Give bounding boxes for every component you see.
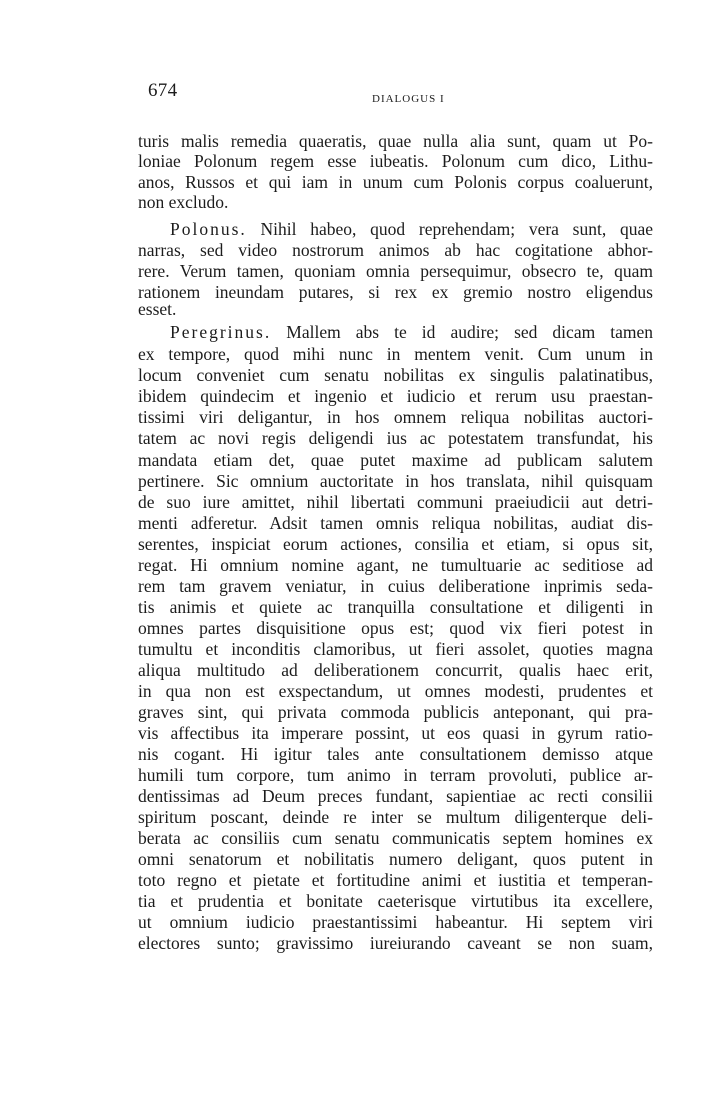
text-line: regat. Hi omnium nomine agant, ne tumultuarie ac seditiose ad bbox=[138, 555, 653, 575]
text-line: ibidem quindecim et ingenio et iudicio et rerum usu praestan- bbox=[138, 386, 653, 406]
text-line bbox=[170, 322, 653, 342]
text-line: nis cogant. Hi igitur tales ante consultationem demisso atque bbox=[138, 744, 653, 764]
text-line: rem tam gravem veniatur, in cuius deliberatione inprimis seda- bbox=[138, 576, 653, 596]
text-line: toto regno et pietate et fortitudine animi et iustitia et temperan- bbox=[138, 870, 653, 890]
text-line: esset. bbox=[138, 299, 177, 319]
text-line: tumultu et inconditis clamoribus, ut fieri assolet, quoties magna bbox=[138, 639, 653, 659]
line-text: Nihil habeo, quod reprehendam; vera sunt, quae bbox=[246, 219, 653, 239]
text-line: tatem ac novi regis deligendi ius ac potestatem transfundat, his bbox=[138, 428, 653, 448]
text-line: locum conveniet cum senatu nobilitas ex singulis palatinatibus, bbox=[138, 365, 653, 385]
text-line: non excludo. bbox=[138, 192, 229, 212]
text-line: omni senatorum et nobilitatis numero deligant, quos putent in bbox=[138, 849, 653, 869]
text-line: omnes partes disquisitione opus est; quod vix fieri potest in bbox=[138, 618, 653, 638]
text-line: pertinere. Sic omnium auctoritate in hos translata, nihil quisquam bbox=[138, 471, 653, 491]
text-line: tis animis et quiete ac tranquilla consultatione et diligenti in bbox=[138, 597, 653, 617]
text-line: spiritum poscant, deinde re inter se multum diligenterque deli- bbox=[138, 807, 653, 827]
text-line: tissimi viri deligantur, in hos omnem reliqua nobilitas auctori- bbox=[138, 407, 653, 427]
text-line: loniae Polonum regem esse iubeatis. Polonum cum dico, Lithu- bbox=[138, 151, 653, 171]
text-line: tia et prudentia et bonitate caeterisque virtutibus ita excellere, bbox=[138, 891, 653, 911]
text-line: vis affectibus ita imperare possint, ut eos quasi in gyrum ratio- bbox=[138, 723, 653, 743]
text-line: rere. Verum tamen, quoniam omnia persequimur, obsecro te, quam bbox=[138, 261, 653, 281]
text-line: electores sunto; gravissimo iureiurando caveant se non suam, bbox=[138, 933, 653, 953]
text-line: menti adferetur. Adsit tamen omnis reliqua nobilitas, audiat dis- bbox=[138, 513, 653, 533]
text-line: de suo iure amittet, nihil libertati communi praeiudicii aut detri- bbox=[138, 492, 653, 512]
speaker-name: Polonus. bbox=[170, 219, 247, 239]
text-line: dentissimas ad Deum preces fundant, sapientiae ac recti consilii bbox=[138, 786, 653, 806]
text-line: berata ac consiliis cum senatu communicatis septem homines ex bbox=[138, 828, 653, 848]
text-line: turis malis remedia quaeratis, quae nulla alia sunt, quam ut Po- bbox=[138, 131, 653, 151]
text-line: in qua non est exspectandum, ut omnes modesti, prudentes et bbox=[138, 681, 653, 701]
speaker-name: Peregrinus. bbox=[170, 322, 272, 342]
page-number: 674 bbox=[148, 80, 178, 101]
text-line: ut omnium iudicio praestantissimi habeantur. Hi septem viri bbox=[138, 912, 653, 932]
line-text: Mallem abs te id audire; sed dicam tamen bbox=[271, 322, 653, 342]
text-line: humili tum corpore, tum animo in terram provoluti, publice ar- bbox=[138, 765, 653, 785]
text-line: rationem ineundam putares, si rex ex gremio nostro eligendus bbox=[138, 282, 653, 302]
running-head: DIALOGUS I bbox=[372, 93, 445, 105]
text-line: aliqua multitudo ad deliberationem concurrit, qualis haec erit, bbox=[138, 660, 653, 680]
text-line: narras, sed video nostrorum animos ab hac cogitatione abhor- bbox=[138, 240, 653, 260]
text-line: mandata etiam det, quae putet maxime ad publicam salutem bbox=[138, 450, 653, 470]
text-line: ex tempore, quod mihi nunc in mentem venit. Cum unum in bbox=[138, 344, 653, 364]
text-line: serentes, inspiciat eorum actiones, consilia et etiam, si opus sit, bbox=[138, 534, 653, 554]
text-line bbox=[170, 219, 653, 239]
text-line: graves sint, qui privata commoda publicis anteponant, qui pra- bbox=[138, 702, 653, 722]
text-line: anos, Russos et qui iam in unum cum Polonis corpus coaluerunt, bbox=[138, 172, 653, 192]
